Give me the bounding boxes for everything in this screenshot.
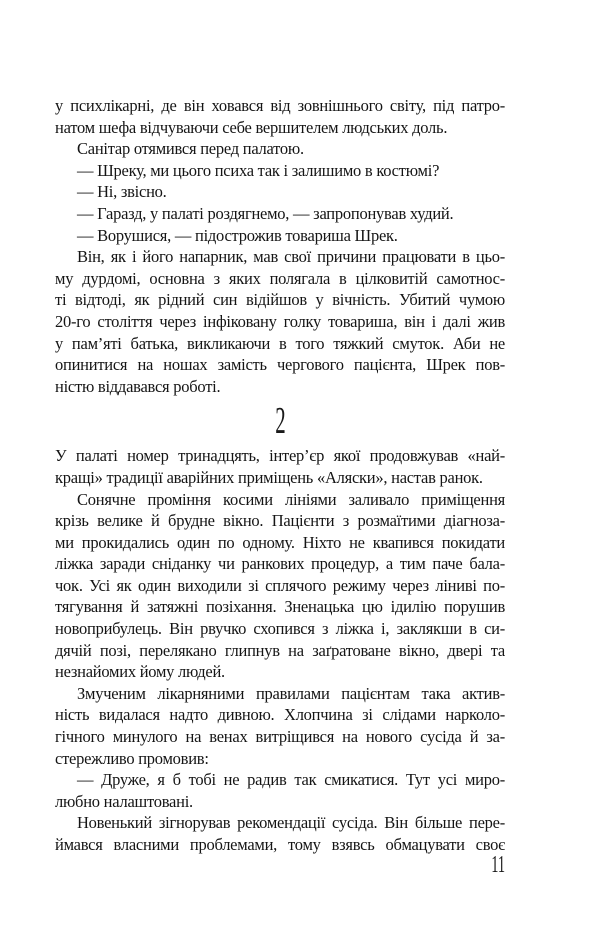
text-block <box>55 95 505 856</box>
text-line: у психлікарні, де він ховався від зовнішнього світу, під патро- <box>55 96 505 115</box>
text-line: — Ні, звісно. <box>77 182 167 202</box>
text-line: Новенький зігнорував рекомендації сусіда. Він більше пере- <box>77 813 505 833</box>
text-line: чок. Усі як один виходили зі сплячого режиму через ліниві по- <box>55 575 505 595</box>
text-line: У палаті номер тринадцять, інтер’єр якої продовжував «най- <box>55 446 505 466</box>
text-line: Він, як і його напарник, мав свої причини працювати в цьо- <box>77 247 505 267</box>
text-line: — Ворушися, — підострожив товариша Шрек. <box>77 225 398 245</box>
paragraph <box>55 683 505 769</box>
page-number-row <box>55 853 505 877</box>
text-line: му дурдомі, основна з яких полягала в цілковитій самотнос- <box>55 268 505 288</box>
text-line: Сонячне проміння косими лініями заливало приміщення <box>77 489 505 509</box>
text-line: натом шефа відчуваючи себе вершителем людських доль. <box>55 117 448 137</box>
section-heading: 2 <box>274 400 286 443</box>
text-line: 20-го століття через інфіковану голку товариша, він і далі жив <box>55 311 505 331</box>
section-heading-row <box>55 397 505 445</box>
text-line: крізь велике й брудне вікно. Пацієнти з розмаїтими діагноза- <box>55 511 505 531</box>
paragraph <box>55 95 505 138</box>
paragraph <box>55 812 505 855</box>
text-line: незнайомих йому людей. <box>55 662 225 682</box>
text-line: ліжка заради сніданку чи ранкових процедур, а тим паче бала- <box>55 554 505 574</box>
paragraph <box>55 181 505 203</box>
paragraph <box>55 138 505 160</box>
text-line: ймався власними проблемами, тому взявсь обмацувати своє <box>55 835 505 854</box>
paragraph <box>55 160 505 182</box>
text-line: стережливо промовив: <box>55 748 209 768</box>
page-number: 11 <box>491 852 505 878</box>
text-line: опинитися на ношах замість чергового пацієнта, Шрек пов- <box>55 355 505 375</box>
paragraph <box>55 203 505 225</box>
text-line: новоприбулець. Він рвучко схопився з ліжка і, заклякши в си- <box>55 619 505 639</box>
text-line: дячій позі, перелякано глипнув на заґратоване вікно, двері та <box>55 640 505 660</box>
text-line: тягування й затяжні позіхання. Зненацька цю ідилію порушив <box>55 597 505 617</box>
paragraph <box>55 246 505 397</box>
paragraph <box>55 445 505 488</box>
text-line: — Гаразд, у палаті роздягнемо, — запропонував худий. <box>77 203 454 223</box>
text-line: ність видалася надто дивною. Хлопчина зі слідами нарколо- <box>55 705 505 725</box>
text-line: кращі» традиції аварійних приміщень «Аляски», настав ранок. <box>55 467 483 487</box>
text-line: Санітар отямився перед палатою. <box>77 139 304 159</box>
text-line: у пам’яті батька, викликаючи в того тяжкий смуток. Аби не <box>55 333 505 353</box>
text-line: Змученим лікарняними правилами пацієнтам така актив- <box>77 683 505 703</box>
paragraph <box>55 225 505 247</box>
text-line: ті відтоді, як рідний син відійшов у вічність. Убитий чумою <box>55 290 505 310</box>
text-line: — Друже, я б тобі не радив так смикатися. Тут усі миро- <box>77 770 505 790</box>
text-line: — Шреку, ми цього психа так і залишимо в костюмі? <box>77 160 440 180</box>
text-line: ністю віддавався роботі. <box>55 376 221 396</box>
text-line: ми прокидались один по одному. Ніхто не квапився покидати <box>55 532 505 552</box>
paragraph <box>55 769 505 812</box>
text-line: любно налаштовані. <box>55 791 193 811</box>
text-line: гічного минулого на венах витріщився на нового сусіда й за- <box>55 727 505 747</box>
paragraph <box>55 489 505 683</box>
